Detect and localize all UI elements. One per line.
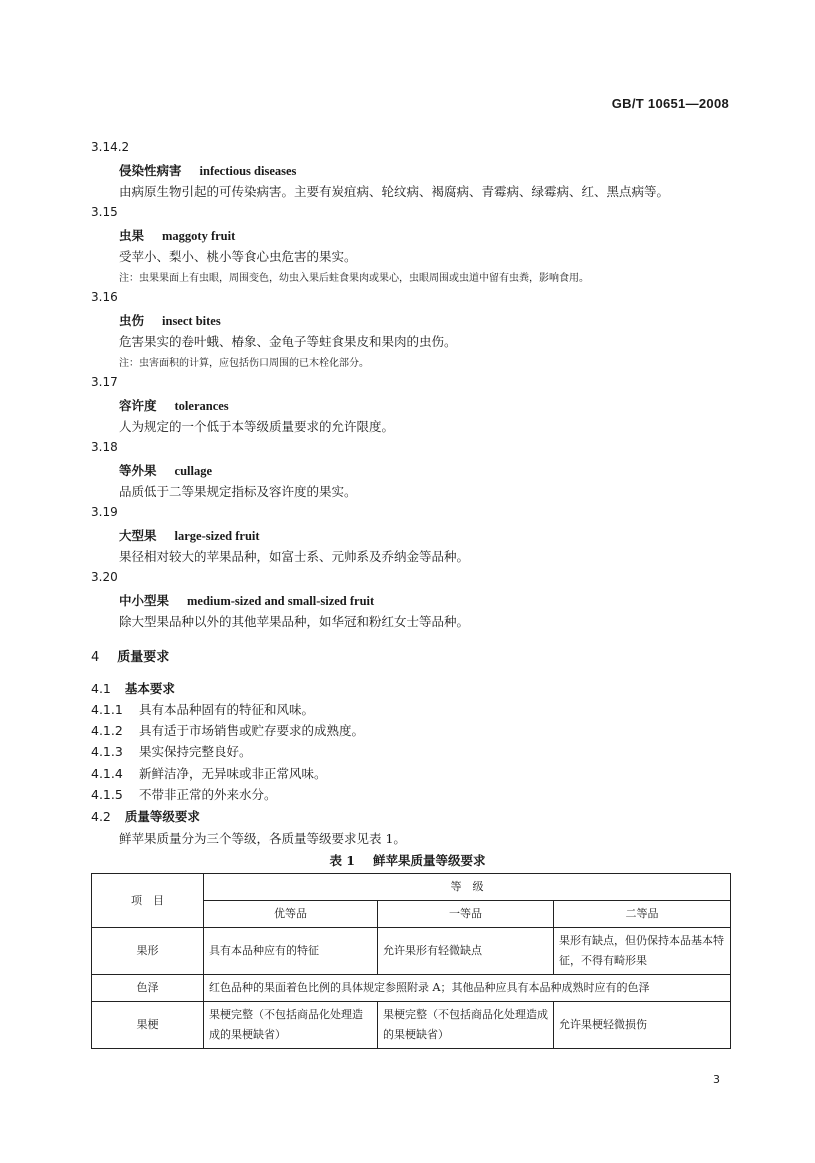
section-title: 质量等级要求 [124,809,200,824]
table-cell: 果形有缺点，但仍保持本品基本特征，不得有畸形果 [554,928,731,975]
requirement-item [91,721,364,739]
definition-text: 由病原生物引起的可传染病害。主要有炭疽病、轮纹病、褐腐病、青霉病、绿霉病、红、黑点病等。 [119,184,670,199]
section-4-1-heading [91,679,175,697]
term-en: tolerances [174,399,229,413]
section-number: 3.18 [91,440,118,454]
term-cn: 虫伤 [119,313,145,328]
row-item-cell: 果形 [92,928,204,975]
table-caption-number: 表 1 [329,853,356,868]
section-title: 质量要求 [117,650,170,665]
item-text: 新鲜洁净，无异味或非正常风味。 [139,766,327,781]
term-heading [119,461,212,479]
section-4-heading [91,646,169,665]
definition-text: 果径相对较大的苹果品种，如富士系、元帅系及乔纳金等品种。 [119,549,470,564]
table-cell: 具有本品种应有的特征 [204,928,378,975]
header-grade-cell: 等 级 [204,874,731,901]
definition-note: 注：虫果果面上有虫眼，周围变色，幼虫入果后蛀食果肉或果心，虫眼周围或虫道中留有虫粪，影响食用。 [119,273,589,284]
definition-text: 受苹小、梨小、桃小等食心虫危害的果实。 [119,249,357,264]
grade-header-cell: 优等品 [204,901,378,928]
section-number: 3.20 [91,570,118,584]
table-cell: 允许果形有轻微缺点 [378,928,554,975]
table-header-row [92,874,731,901]
grade-header-cell: 一等品 [378,901,554,928]
term-cn: 容许度 [119,398,157,413]
term-cn: 等外果 [119,463,157,478]
grade-header-cell: 二等品 [554,901,731,928]
table-caption [0,851,815,869]
term-en: cullage [174,464,213,478]
header-item-cell: 项 目 [92,874,204,928]
section-number: 3.14.2 [91,140,130,154]
definition-text: 危害果实的卷叶蛾、椿象、金龟子等蛀食果皮和果肉的虫伤。 [119,334,457,349]
item-text: 果实保持完整良好。 [139,744,252,759]
section-number: 4.2 [91,809,111,824]
term-en: infectious diseases [199,164,297,178]
row-item-cell: 色泽 [92,975,204,1002]
requirement-item [91,700,314,718]
section-number: 3.16 [91,290,118,304]
definition-note: 注：虫害面积的计算，应包括伤口周围的已木栓化部分。 [119,358,369,369]
requirement-item [91,785,277,803]
page-number: 3 [713,1073,720,1086]
row-item-cell: 果梗 [92,1002,204,1049]
section-number: 4 [91,650,100,665]
quality-grade-table [91,873,731,1049]
definition-text: 人为规定的一个低于本等级质量要求的允许限度。 [119,419,395,434]
definition-text: 除大型果品种以外的其他苹果品种，如华冠和粉红女士等品种。 [119,614,470,629]
term-heading [119,396,229,414]
term-heading [119,226,235,244]
section-number: 3.15 [91,205,118,219]
table-cell: 果梗完整（不包括商品化处理造成的果梗缺省） [204,1002,378,1049]
item-text: 具有本品种固有的特征和风味。 [139,702,315,717]
section-4-2-text: 鲜苹果质量分为三个等级，各质量等级要求见表 1。 [119,831,406,846]
term-heading [119,311,221,329]
section-number: 3.17 [91,375,118,389]
table-cell-merged: 红色品种的果面着色比例的具体规定参照附录 A；其他品种应具有本品种成熟时应有的色泽 [204,975,731,1002]
table-caption-title: 鲜苹果质量等级要求 [373,853,486,868]
term-en: maggoty fruit [162,229,236,243]
requirement-item [91,764,327,782]
term-cn: 中小型果 [119,593,170,608]
definition-text: 品质低于二等果规定指标及容许度的果实。 [119,484,357,499]
term-cn: 虫果 [119,228,145,243]
term-heading [119,591,374,609]
term-en: insect bites [162,314,221,328]
item-number: 4.1.5 [91,787,123,802]
item-number: 4.1.2 [91,723,123,738]
standard-code: GB/T 10651—2008 [611,96,729,111]
term-heading [119,526,260,544]
table-cell: 果梗完整（不包括商品化处理造成的果梗缺省） [378,1002,554,1049]
section-4-2-heading [91,807,200,825]
section-title: 基本要求 [124,681,175,696]
term-cn: 大型果 [119,528,157,543]
term-en: large-sized fruit [174,529,260,543]
table-row [92,1002,731,1049]
item-number: 4.1.4 [91,766,123,781]
table-row [92,928,731,975]
item-text: 具有适于市场销售或贮存要求的成熟度。 [139,723,365,738]
item-number: 4.1.3 [91,744,123,759]
table-cell: 允许果梗轻微损伤 [554,1002,731,1049]
section-number: 4.1 [91,681,111,696]
item-number: 4.1.1 [91,702,123,717]
requirement-item [91,742,252,760]
term-heading [119,161,296,179]
table-row [92,975,731,1002]
item-text: 不带非正常的外来水分。 [139,787,277,802]
term-cn: 侵染性病害 [119,163,182,178]
section-number: 3.19 [91,505,118,519]
term-en: medium-sized and small-sized fruit [187,594,375,608]
